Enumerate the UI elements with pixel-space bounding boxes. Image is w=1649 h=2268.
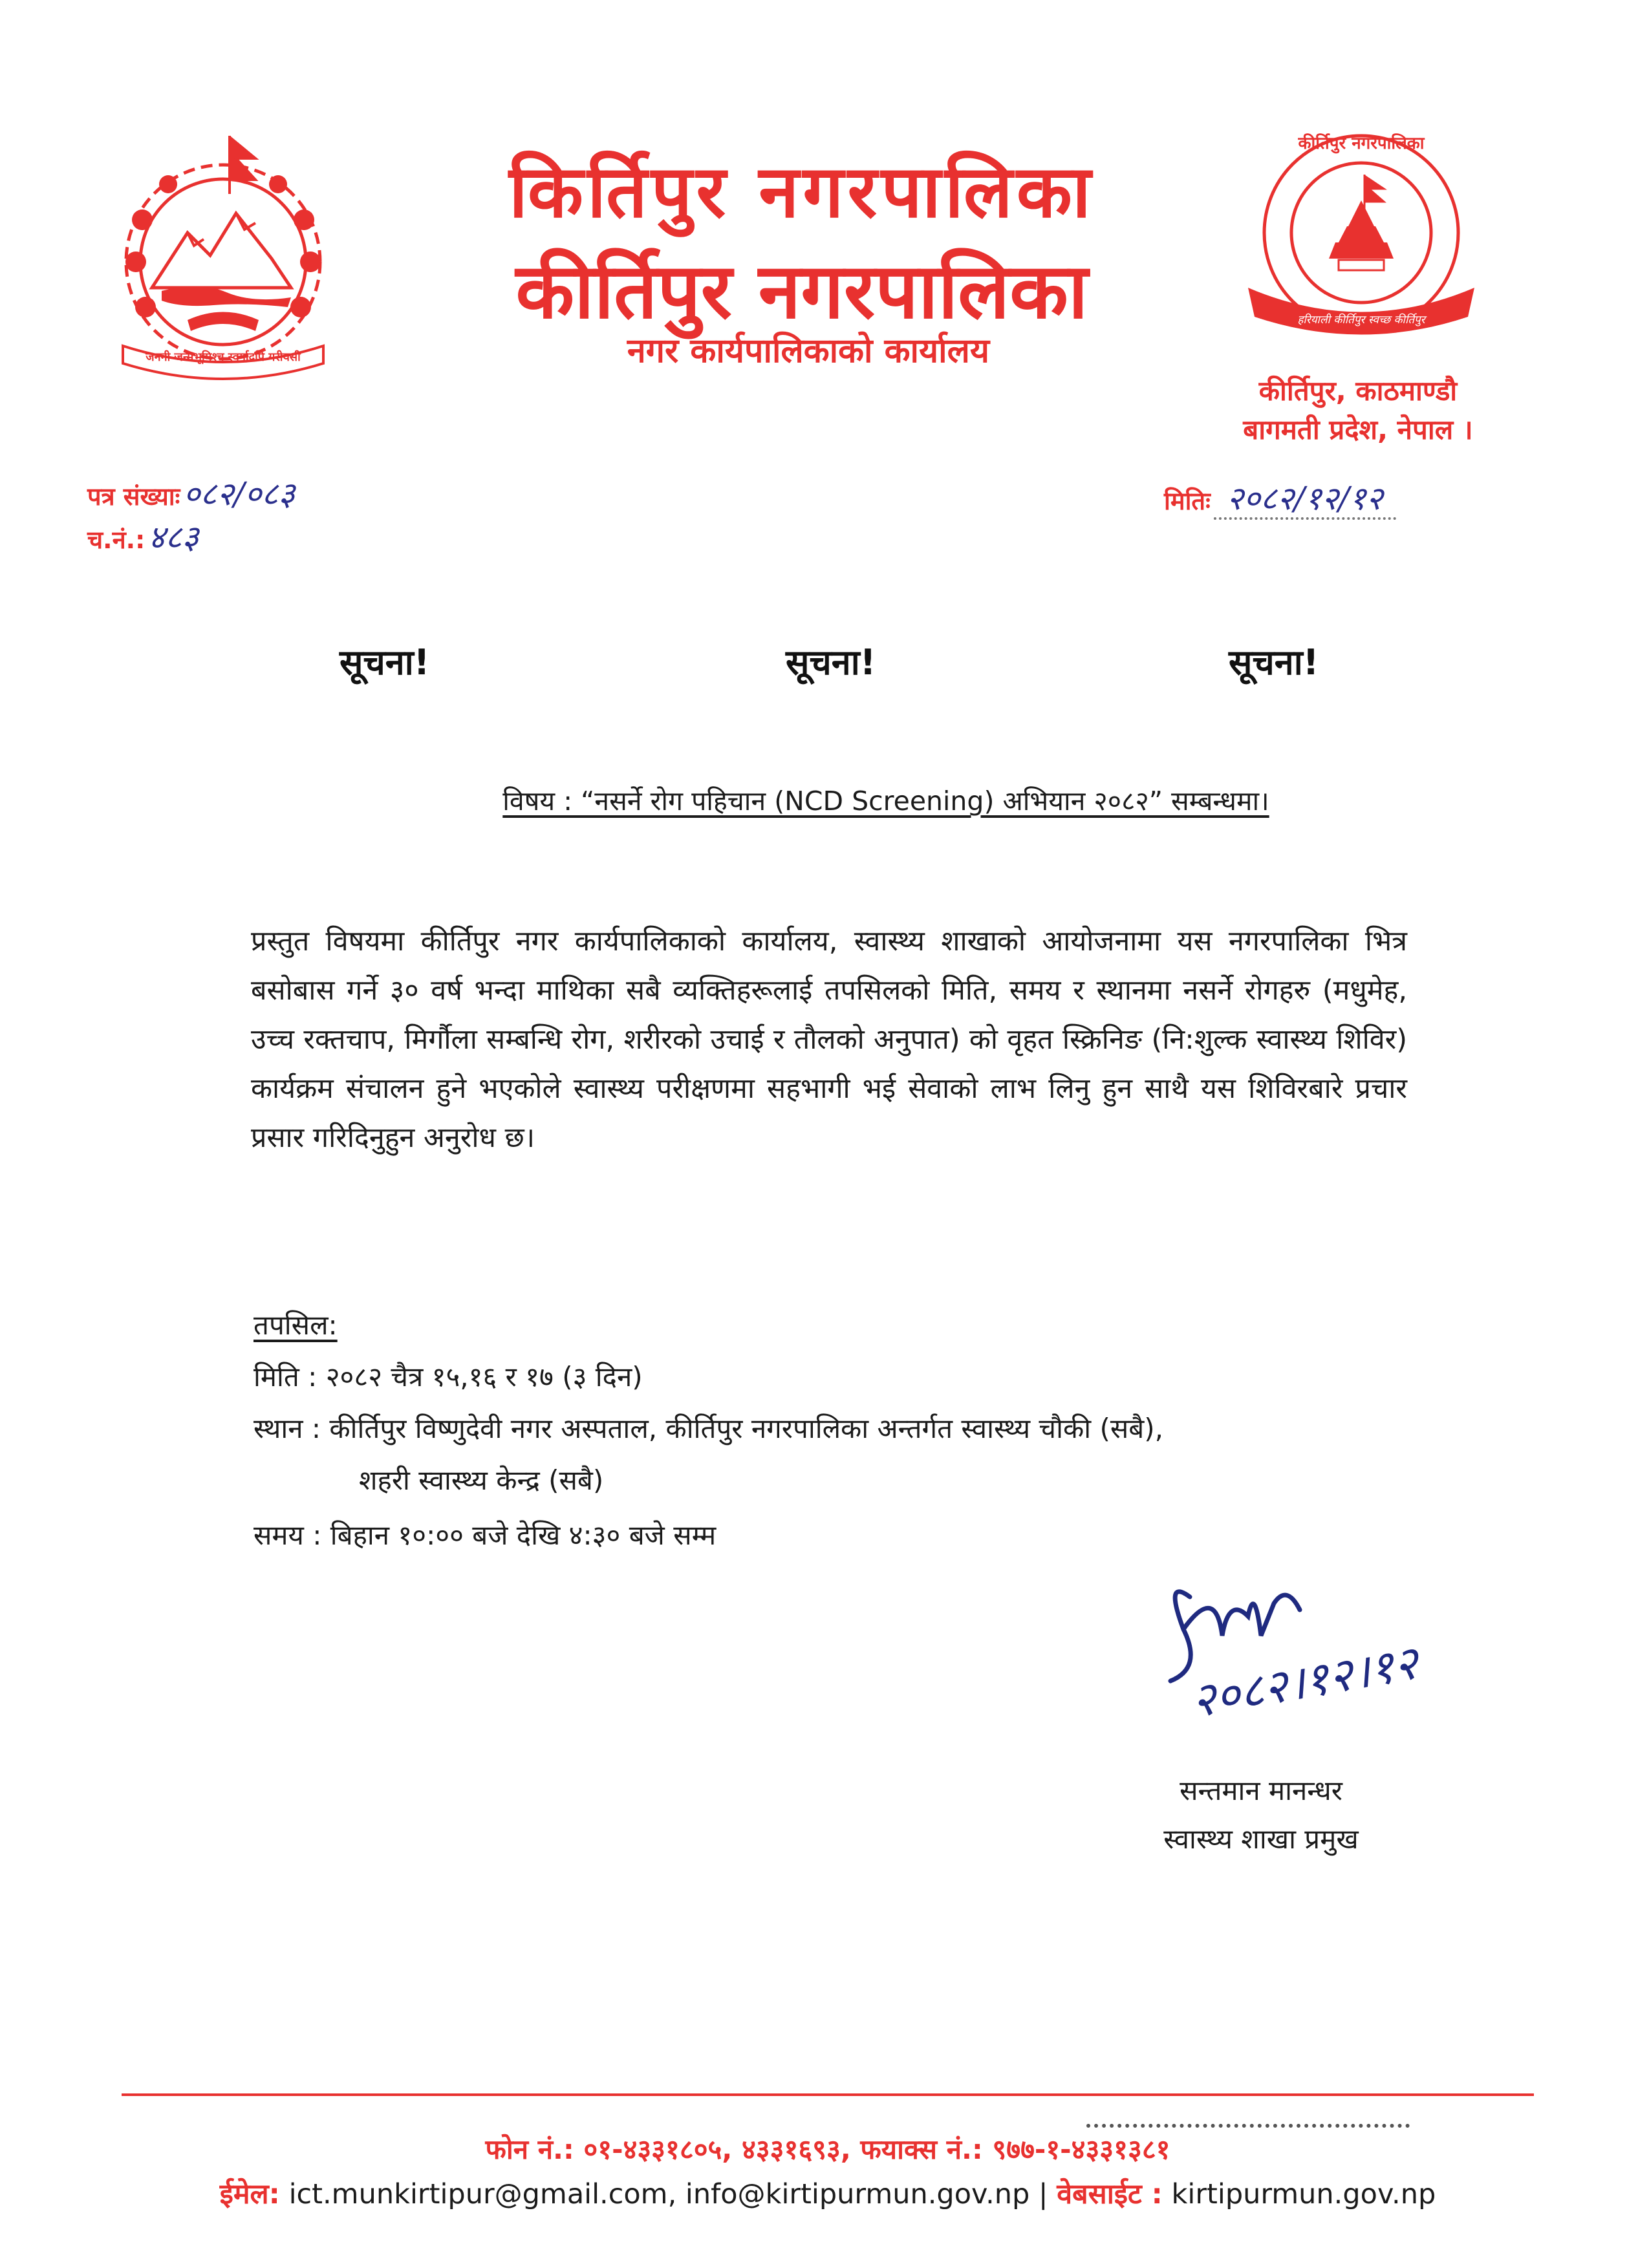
letter-number-value: ०८२/०८३ [183,475,296,513]
body-paragraph: प्रस्तुत विषयमा कीर्तिपुर नगर कार्यपालिकाको कार्यालय, स्वास्थ्य शाखाको आयोजनामा यस नगरपालिका भित्र बसोबास गर्ने ३० वर्ष भन्दा माथिका सबै व्यक्तिहरूलाई तपसिलको मिति, समय र स्थानमा नसर्ने रोगहरु (मधुमेह, उच्च रक्तचाप, मिर्गौला सम्बन्धि रोग, शरीरको उचाई र तौलको अनुपात) को वृहत स्क्रिनिङ (नि:शुल्क स्वास्थ्य शिविर) कार्यक्रम संचालन हुने भएकोले स्वास्थ्य परीक्षणमा सहभागी भई सेवाको लाभ लिनु हुन साथै यस शिविरबारे प्रचार प्रसार गरिदिनुहुन अनुरोध छ। [251,925,1407,1154]
footer-contact-phone [122,2130,1534,2167]
office-subtitle: नगर कार्यपालिकाको कार्यालय [627,332,990,370]
subject-line: विषय : “नसर्ने रोग पहिचान (NCD Screening) अभियान २०८२” सम्बन्धमा। [502,786,1269,817]
email-label: ईमेल: [219,2178,280,2210]
letter-number-label: पत्र संख्याः [87,482,180,511]
letter-date [1164,475,1396,519]
signature-line [1086,2124,1410,2128]
notice-heading-3: सूचना! [1229,642,1319,683]
address-line-1: कीर्तिपुर, काठमाण्डौ [1258,375,1458,407]
details-place-label: स्थान : [253,1413,321,1444]
fax-value: ९७७-१-४३३१३८१ [992,2134,1170,2165]
seal-ribbon-text: हरियाली कीर्तिपुर स्वच्छ कीर्तिपुर [1297,314,1425,326]
details-place-value-2: शहरी स्वास्थ्य केन्द्र (सबै) [359,1464,604,1496]
details-time-row [253,1516,716,1553]
footer-contact-web [122,2174,1534,2212]
details-title: तपसिल: [253,1309,338,1341]
signatory-designation: स्वास्थ्य शाखा प्रमुख [1163,1823,1359,1855]
details-time-label: समय : [253,1519,322,1551]
details-date-row [253,1358,643,1395]
municipality-title-script: किर्तिपुर नगरपालिका [509,150,1095,234]
dispatch-number-label: च.नं.: [87,526,146,554]
municipality-seal-logo [1232,123,1491,356]
address-line-2: बागमती प्रदेश, नेपाल । [1243,414,1473,445]
seal-top-text: कीर्तिपुर नगरपालिका [1298,134,1425,153]
dispatch-number [87,514,199,558]
email-value[interactable]: ict.munkirtipur@gmail.com, info@kirtipurmun.gov.np [288,2178,1030,2210]
details-time-value: बिहान १०:०० बजे देखि ४:३० बजे सम्म [330,1519,717,1551]
details-place-value-1: कीर्तिपुर विष्णुदेवी नगर अस्पताल, कीर्तिपुर नगरपालिका अन्तर्गत स्वास्थ्य चौकी (सबै), [329,1413,1163,1444]
nepal-emblem-logo [97,123,349,381]
details-date-label: मिति : [253,1361,318,1393]
footer-divider [122,2093,1534,2096]
date-label: मितिः [1164,487,1211,515]
phone-label: फोन नं.: [485,2134,574,2165]
fax-label: फयाक्स नं.: [860,2134,983,2165]
date-value: २०८२/१२/१२ [1214,480,1396,520]
dispatch-number-value: ४८३ [148,519,199,556]
website-label: वेबसाईट : [1057,2178,1163,2210]
website-link[interactable]: kirtipurmun.gov.np [1171,2178,1436,2210]
footer-separator: | [1039,2178,1048,2210]
handwritten-signature [1145,1558,1436,1729]
phone-value: ०१-४३३१८०५, ४३३१६९३, [583,2134,851,2165]
details-place-row [253,1409,1163,1446]
letter-number [87,471,295,515]
notice-heading-1: सूचना! [339,642,430,683]
municipality-title: कीर्तिपुर नगरपालिका [515,246,1088,336]
details-date-value: २०८२ चैत्र १५,१६ र १७ (३ दिन) [325,1361,643,1393]
notice-heading-2: सूचना! [786,642,876,683]
signature-date: २०८२।१२।१२ [1187,1634,1423,1729]
signatory-name: सन्तमान मानन्धर [1180,1775,1342,1806]
emblem-motto: जननी जन्मभूमिश्च स्वर्गादपि गरीयसी [146,350,301,364]
